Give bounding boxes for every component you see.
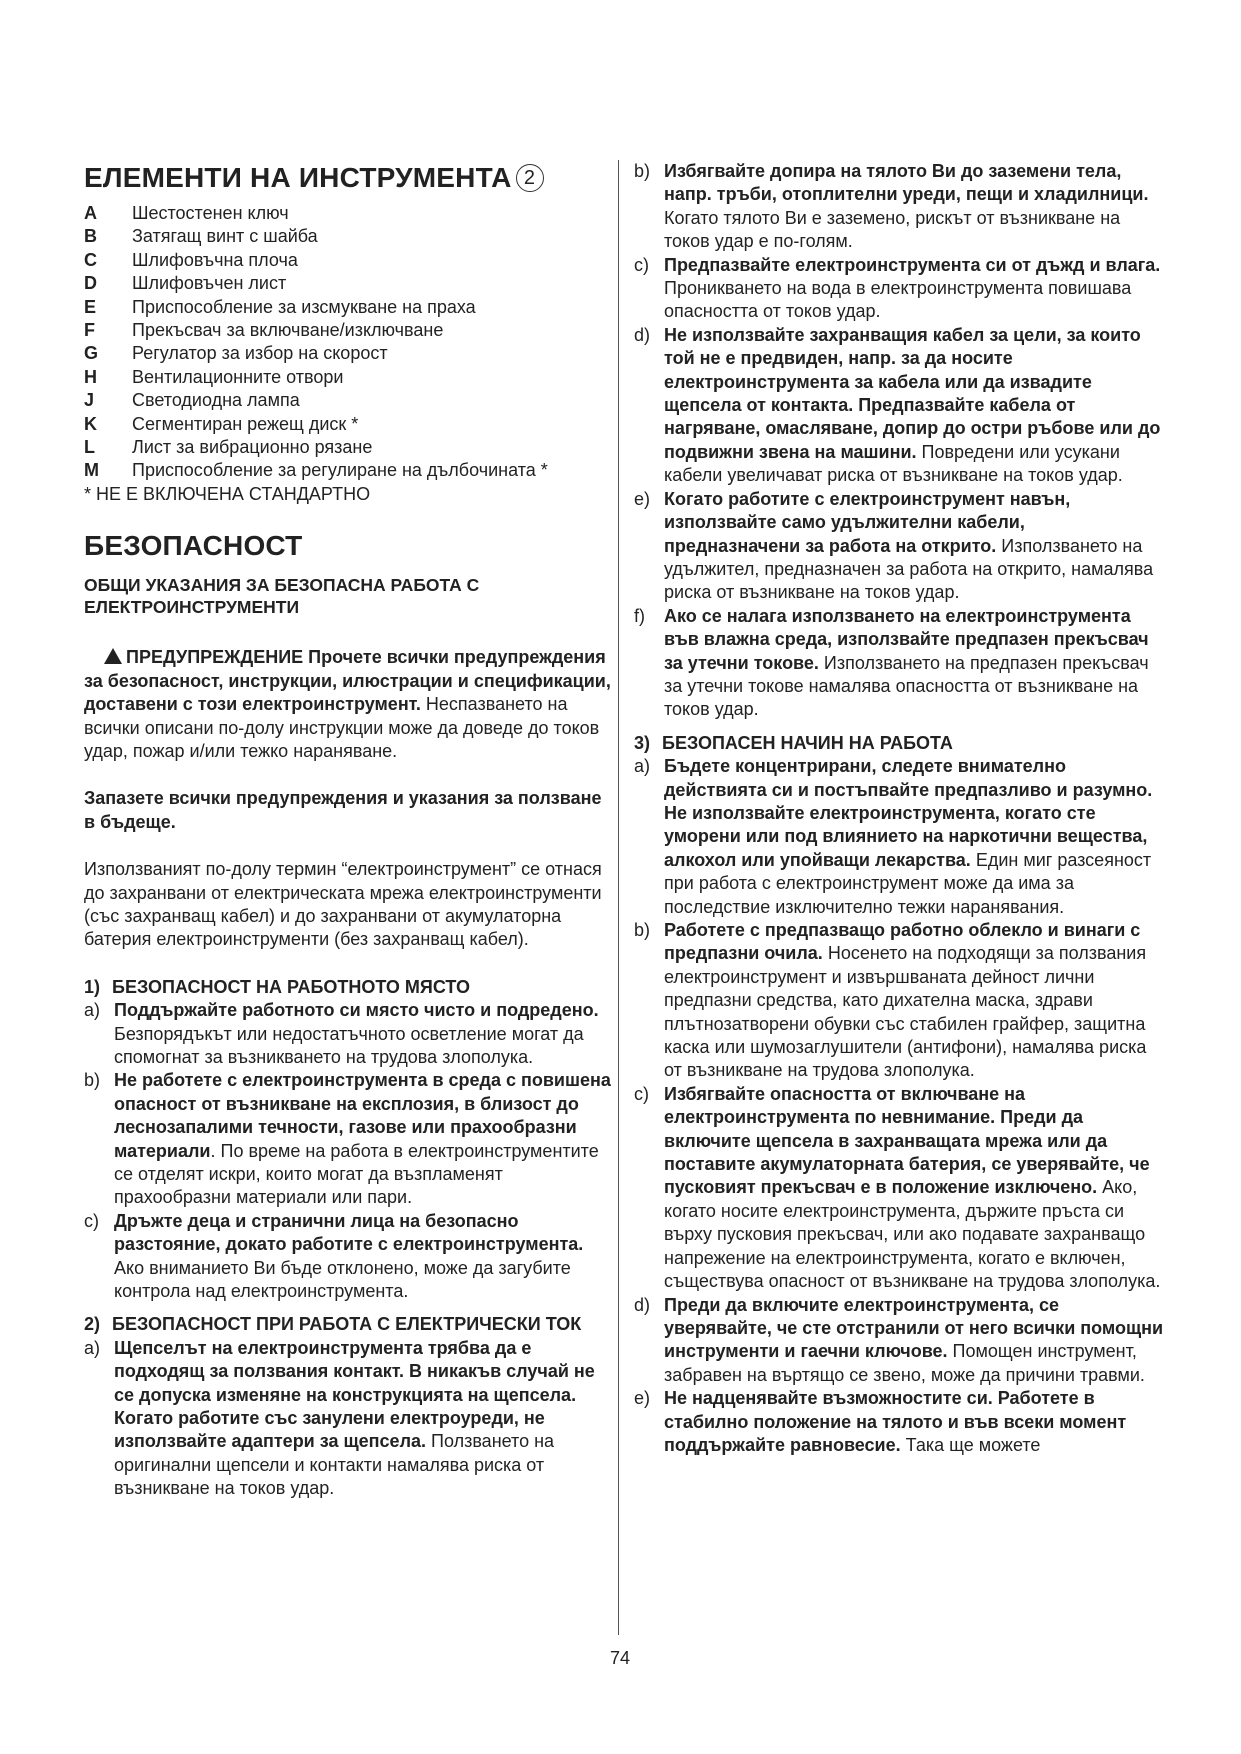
- components-footnote: * НЕ Е ВКЛЮЧЕНА СТАНДАРТНО: [84, 483, 371, 504]
- components-list: [84, 202, 614, 483]
- item-bold-text: Избягвайте допира на тялото Ви до заземени тела, напр. тръби, отоплителни уреди, пещи и хладилници.: [664, 161, 1149, 205]
- item-letter: d): [634, 324, 651, 345]
- item-text: Ако вниманието Ви бъде отклонено, може да загубите контрола над електроинструмента.: [114, 1257, 571, 1302]
- safety-item: [634, 324, 1164, 488]
- item-bold-text: Предпазвайте електроинструмента си от дъжд и влага.: [664, 254, 1161, 275]
- component-key: J: [84, 390, 95, 411]
- item-text: Помощен инструмент, забравен на въртящо се звено, може да причини травми.: [664, 1341, 1145, 1385]
- component-item: [84, 436, 614, 459]
- component-label: Сегментиран режещ диск *: [132, 413, 359, 434]
- component-label: Светодиодна лампа: [132, 390, 300, 411]
- right-column: [634, 160, 1164, 1457]
- item-text: Използването на удължител, предназначен за работа на открито, намалява риска от възникване на токов удар.: [664, 535, 1154, 603]
- component-item: [84, 296, 614, 319]
- warning-bold: ПРЕДУПРЕЖДЕНИЕ Прочете всички предупреждения за безопасност, инструкции, илюстрации и спецификации, доставени с този електроинструмент.: [84, 647, 611, 715]
- component-key: L: [84, 437, 95, 458]
- right-safety-blocks: [634, 160, 1164, 1457]
- item-bold-text: Поддържайте работното си място чисто и подредено.: [114, 1000, 599, 1021]
- component-key: E: [84, 296, 97, 317]
- component-label: Шестостенен ключ: [132, 203, 289, 223]
- component-key: B: [84, 226, 97, 247]
- item-letter: e): [634, 1388, 651, 1409]
- item-letter: b): [634, 161, 651, 181]
- item-bold-text: Дръжте деца и странични лица на безопасно разстояние, докато работите с електроинструмента.: [114, 1210, 584, 1255]
- item-letter: b): [634, 920, 651, 940]
- warning-paragraph: [84, 646, 614, 763]
- component-item: [84, 272, 614, 295]
- safety-item: [634, 919, 1164, 1083]
- item-text: Използването на предпазен прекъсвач за утечни токове намалява опасността от възникване на токов удар.: [664, 652, 1149, 720]
- component-label: Лист за вибрационно рязане: [132, 437, 373, 458]
- safety-item: [634, 488, 1164, 605]
- components-title-text: ЕЛЕМЕНТИ НА ИНСТРУМЕНТА: [84, 162, 512, 193]
- item-bold-text: Бъдете концентрирани, следете внимателно действията си и постъпвайте предпазливо и разумно. Не използвайте електроинструмента, когато сте уморени или под влиянието на наркотични вещества, алкохол или упойващи лекарства.: [664, 756, 1153, 870]
- safety-item: [84, 1069, 614, 1209]
- section-number: 2): [84, 1314, 101, 1335]
- section-heading-text: БЕЗОПАСНОСТ НА РАБОТНОТО МЯСТО: [112, 976, 470, 997]
- component-key: D: [84, 273, 97, 294]
- safety-item: [634, 605, 1164, 722]
- safety-subtitle: ОБЩИ УКАЗАНИЯ ЗА БЕЗОПАСНА РАБОТА С ЕЛЕКТРОИНСТРУМЕНТИ: [84, 575, 480, 618]
- section-heading: [634, 732, 1164, 755]
- item-bold-text: Щепселът на електроинструмента трябва да е подходящ за ползвания контакт. В никакъв случай не се допуска изменяне на конструкцията на щепсела. Когато работите със занулени електроуреди, не използвайте адаптери за щепсела.: [114, 1337, 595, 1452]
- component-item: [84, 225, 614, 248]
- item-bold-text: Преди да включите електроинструмента, се уверявайте, че сте отстранили от него всички помощни инструменти и гаечни ключове.: [664, 1294, 1164, 1362]
- section-number: 3): [634, 732, 651, 753]
- item-letter: e): [634, 488, 651, 509]
- component-key: M: [84, 460, 99, 481]
- figure-ref-badge: 2: [516, 164, 544, 192]
- component-key: F: [84, 320, 95, 341]
- item-text: Един миг разсеяност при работа с електроинструмент може да има за последствие изключително тежки наранявания.: [664, 849, 1152, 917]
- component-item: [84, 389, 614, 412]
- item-letter: a): [84, 1000, 101, 1021]
- component-label: Шлифовъчна плоча: [132, 249, 298, 270]
- item-text: Ако, когато носите електроинструмента, държите пръста си върху пусковия прекъсвач, или ако подавате захранващо напрежение на електроинструмента, когато е включен, съществува опасност от възникване на трудова злополука.: [664, 1177, 1161, 1292]
- component-key: H: [84, 366, 97, 387]
- item-bold-text: Не надценявайте възможностите си. Работете в стабилно положение на тялото и във всеки момент поддържайте равновесие.: [664, 1388, 1127, 1455]
- item-bold-text: Не работете с електроинструмента в среда с повишена опасност от възникване на експлозия, в близост до леснозапалими течности, газове или прахообразни материали: [114, 1070, 611, 1161]
- item-letter: c): [634, 1083, 649, 1104]
- safety-item: [84, 999, 614, 1069]
- item-text: Безпорядъкът или недостатъчното осветление могат да спомогнат за възникването на трудова злополука.: [114, 1023, 584, 1067]
- safety-item: [634, 1387, 1164, 1457]
- safety-title: БЕЗОПАСНОСТ: [84, 530, 303, 562]
- left-safety-blocks: [84, 976, 614, 1501]
- item-text: . По време на работа в електроинструментите се отделят искри, които могат да възпламенят прахообразни материали или пари.: [114, 1140, 599, 1208]
- component-item: [84, 249, 614, 272]
- item-letter: a): [84, 1337, 101, 1358]
- component-item: [84, 342, 614, 365]
- component-key: K: [84, 413, 97, 434]
- safety-item: [84, 1337, 614, 1501]
- section-number: 1): [84, 976, 101, 997]
- component-item: [84, 202, 614, 225]
- column-divider: [618, 160, 619, 1635]
- item-text: Ползването на оригинални щепсели и контакти намалява риска от възникване на токов удар.: [114, 1431, 555, 1499]
- item-text: Носенето на подходящи за ползвания електроинструмент и извършваната дейност лични предпазни средства, като дихателна маска, здрави плътнозатворени обувки със стабилен грайфер, защитна каска или шумозаглушители (антифони), намалява риска от възникване на трудова злополука.: [664, 943, 1147, 1081]
- component-item: [84, 459, 614, 482]
- component-item: [84, 413, 614, 436]
- item-letter: f): [634, 605, 645, 626]
- component-label: Прекъсвач за включване/изключване: [132, 320, 444, 341]
- save-note-text: Запазете всички предупреждения и указания за ползване в бъдеще.: [84, 788, 602, 832]
- item-text: Така ще можете: [900, 1434, 1041, 1455]
- item-text: Повредени или усукани кабели увеличават риска от възникване на токов удар.: [664, 441, 1123, 486]
- component-item: [84, 366, 614, 389]
- safety-item: [634, 1294, 1164, 1388]
- item-bold-text: Не използвайте захранващия кабел за цели, за които той не е предвиден, напр. за да носите електроинструмента за кабела или да извадите щепсела от контакта. Предпазвайте кабела от нагряване, омасляване, допир до остри ръбове или до подвижни звена на машини.: [664, 324, 1161, 462]
- component-label: Шлифовъчен лист: [132, 273, 287, 294]
- item-letter: b): [84, 1070, 101, 1091]
- section-heading: [84, 1313, 614, 1336]
- section-heading-text: БЕЗОПАСЕН НАЧИН НА РАБОТА: [662, 732, 953, 753]
- component-key: A: [84, 203, 97, 223]
- item-bold-text: Когато работите с електроинструмент навън, използвайте само удължителни кабели, предназначени за работа на открито.: [664, 488, 1071, 556]
- component-label: Регулатор за избор на скорост: [132, 343, 388, 364]
- left-column: [84, 160, 614, 1501]
- item-bold-text: Работете с предпазващо работно облекло и винаги с предпазни очила.: [664, 920, 1141, 964]
- section-heading: [84, 976, 614, 999]
- components-title: [84, 160, 614, 196]
- item-letter: d): [634, 1294, 651, 1315]
- item-text: Проникването на вода в електроинструмента повишава опасността от токов удар.: [664, 278, 1132, 322]
- component-key: C: [84, 249, 97, 270]
- component-label: Затягащ винт с шайба: [132, 226, 318, 247]
- safety-item: [634, 755, 1164, 919]
- section-heading-text: БЕЗОПАСНОСТ ПРИ РАБОТА С ЕЛЕКТРИЧЕСКИ ТОК: [112, 1314, 582, 1335]
- save-note: [84, 787, 614, 834]
- safety-item: [84, 1210, 614, 1304]
- safety-item: [634, 254, 1164, 324]
- warning-icon: [104, 648, 122, 664]
- component-item: [84, 319, 614, 342]
- safety-item: [634, 160, 1164, 254]
- item-bold-text: Ако се налага използването на електроинструмента във влажна среда, използвайте предпазен прекъсвач за утечни токове.: [664, 605, 1149, 673]
- term-note: Използваният по-долу термин “електроинструмент” се отнася до захранвани от електрическата мрежа електроинструменти (със захранващ кабел) и до захранвани от акумулаторна батерия електроинструменти (без захранващ кабел).: [84, 859, 602, 950]
- item-text: Когато тялото Ви е заземено, рискът от възникване на токов удар е по-голям.: [664, 207, 1121, 252]
- item-letter: c): [634, 254, 649, 275]
- item-letter: c): [84, 1210, 99, 1231]
- page-number: 74: [609, 1648, 631, 1668]
- warning-text: Неспазването на всички описани по-долу инструкции може да доведе до токов удар, пожар и/или тежко нараняване.: [84, 694, 600, 761]
- item-bold-text: Избягвайте опасността от включване на електроинструмента по невнимание. Преди да включите щепсела в захранващата мрежа или да поставите акумулаторната батерия, се уверявайте, че пусковият прекъсвач е в положение изключено.: [664, 1083, 1150, 1198]
- component-label: Приспособление за изсмукване на праха: [132, 296, 476, 317]
- item-letter: a): [634, 756, 651, 777]
- component-label: Приспособление за регулиране на дълбочината *: [132, 460, 548, 481]
- component-label: Вентилационните отвори: [132, 366, 344, 387]
- safety-item: [634, 1083, 1164, 1294]
- component-key: G: [84, 343, 99, 364]
